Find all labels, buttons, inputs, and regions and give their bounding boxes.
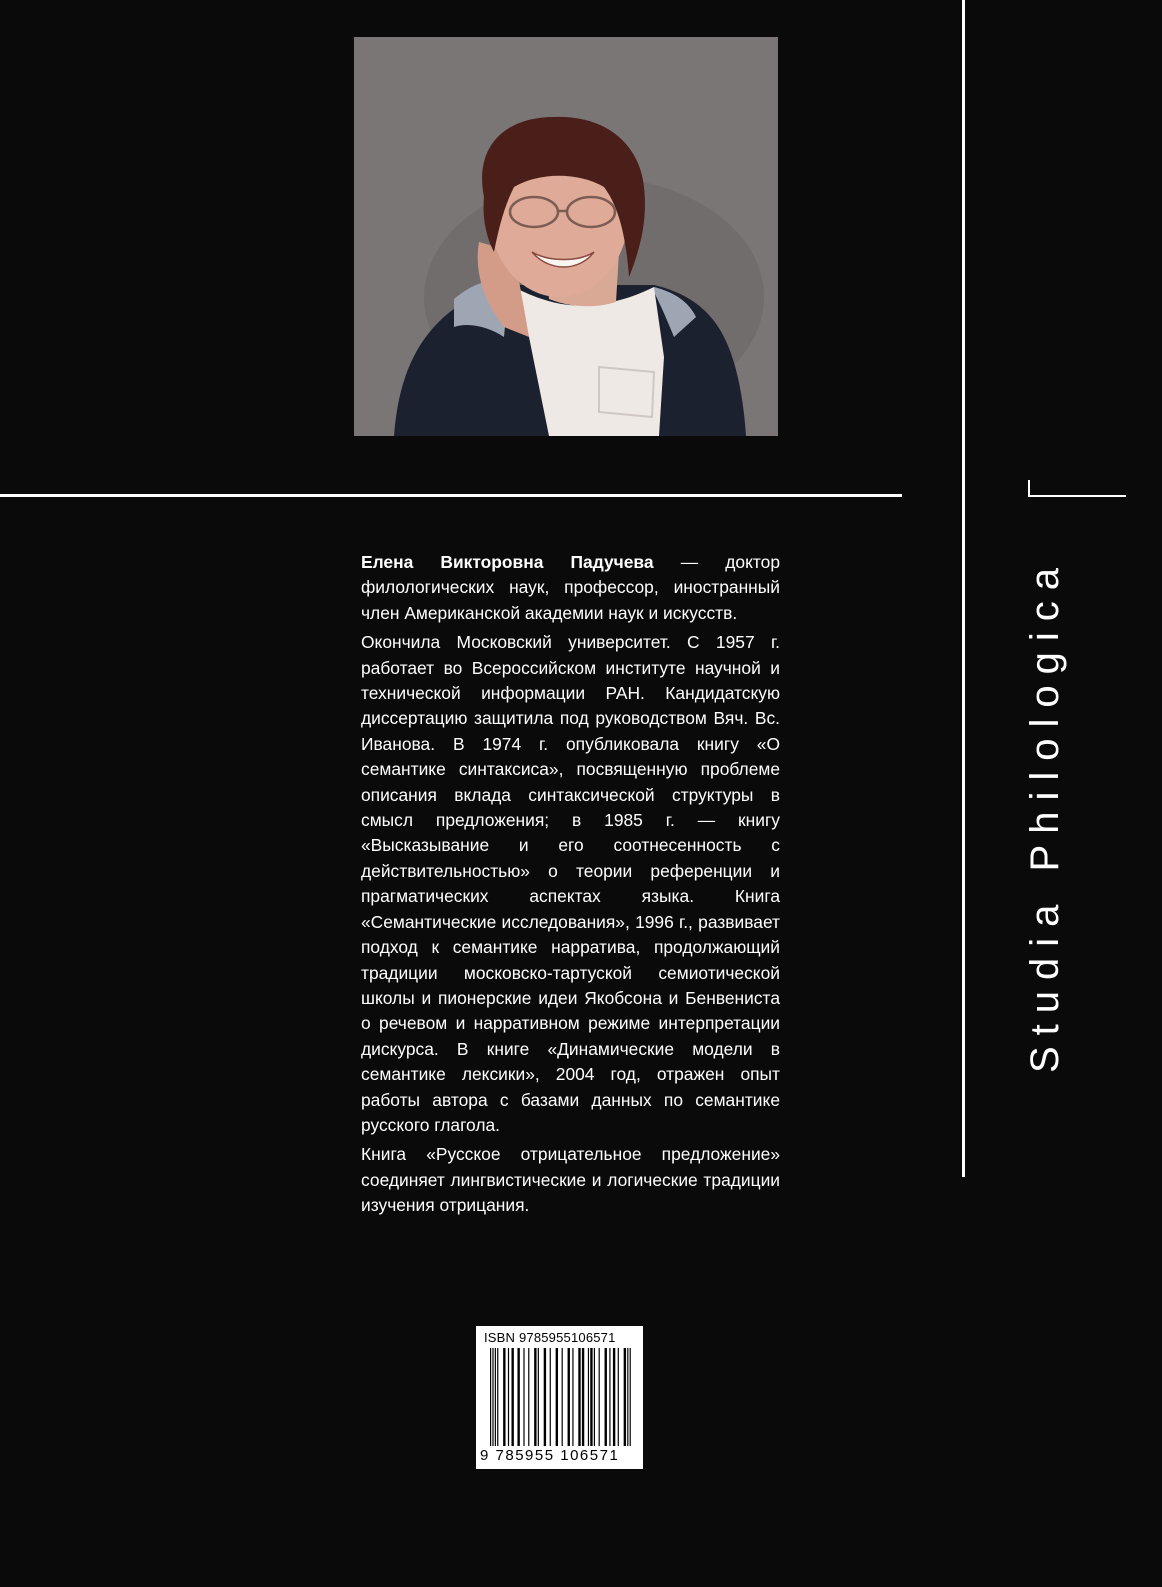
- barcode-bar: [578, 1348, 580, 1446]
- barcode-bar: [618, 1348, 619, 1446]
- isbn-digits: 9 785955 106571: [480, 1447, 620, 1464]
- barcode-bars: [490, 1348, 632, 1446]
- bio-paragraph-3: Книга «Русское отрицательное предложение» соединяет лингвистические и логические традиции изучения отрицания.: [361, 1144, 780, 1216]
- barcode-bar: [609, 1348, 610, 1446]
- barcode-bar: [568, 1348, 570, 1446]
- barcode-bar: [534, 1348, 536, 1446]
- barcode-bar: [511, 1348, 513, 1446]
- bio-paragraph-1-text: — доктор филологических наук, профессор, иностранный член Американской академии наук и искусств.: [361, 552, 781, 623]
- barcode-bar: [495, 1348, 496, 1446]
- barcode-bar: [590, 1348, 592, 1446]
- isbn-barcode: [476, 1326, 643, 1469]
- barcode-bar: [497, 1348, 498, 1446]
- author-photo: [354, 37, 778, 436]
- barcode-bar: [550, 1348, 551, 1446]
- barcode-bar: [588, 1348, 589, 1446]
- barcode-bar: [594, 1348, 595, 1446]
- barcode-bar: [630, 1348, 631, 1446]
- barcode-bar: [599, 1348, 600, 1446]
- barcode-bar: [492, 1348, 493, 1446]
- barcode-bar: [517, 1348, 519, 1446]
- barcode-bar: [528, 1348, 529, 1446]
- barcode-bar: [538, 1348, 539, 1446]
- horizontal-rule: [0, 494, 902, 497]
- barcode-bar: [624, 1348, 626, 1446]
- barcode-bar: [627, 1348, 628, 1446]
- isbn-label: ISBN 9785955106571: [484, 1330, 616, 1345]
- author-bio: [361, 550, 780, 1223]
- barcode-bar: [562, 1348, 563, 1446]
- author-portrait-illustration: [354, 37, 778, 436]
- barcode-bar: [582, 1348, 584, 1446]
- barcode-bar: [503, 1348, 505, 1446]
- author-name: Елена Викторовна Падучева: [361, 552, 654, 572]
- series-title: Studia Philologica: [1023, 557, 1067, 1073]
- spine-vertical-rule: [962, 0, 965, 1177]
- barcode-bar: [508, 1348, 509, 1446]
- barcode-bar: [613, 1348, 615, 1446]
- barcode-bar: [490, 1348, 491, 1446]
- barcode-bar: [556, 1348, 558, 1446]
- barcode-bar: [544, 1348, 546, 1446]
- spine-title-tick: [1028, 480, 1030, 497]
- spine-title-underline: [1028, 495, 1126, 497]
- barcode-bar: [605, 1348, 607, 1446]
- bio-paragraph-1: [361, 550, 780, 626]
- bio-paragraph-2: Окончила Московский университет. С 1957 г. работает во Всероссийском институте научной и технической информации РАН. Кандидатскую диссертацию защитила под руководством Вяч. Вс. Иванова. В 1974 г. опубликовала книгу «О семантике синтаксиса», посвященную проблеме описания вклада синтаксической структуры в смысл предложения; в 1985 г. — книгу «Высказывание и его соотнесенность с действительностью» о теории референции и прагматических аспектах языка. Книга «Семантические исследования», 1996 г., развивает подход к семантике нарратива, продолжающий традиции московско-тартуской семиотической школы и пионерские идеи Якобсона и Бенвениста о речевом и нарративном режиме интерпретации дискурса. В книге «Динамические модели в семантике лексики», 2004 год, отражен опыт работы автора с базами данных по семантике русского глагола.: [361, 632, 780, 1135]
- barcode-bar: [572, 1348, 573, 1446]
- barcode-bar: [523, 1348, 524, 1446]
